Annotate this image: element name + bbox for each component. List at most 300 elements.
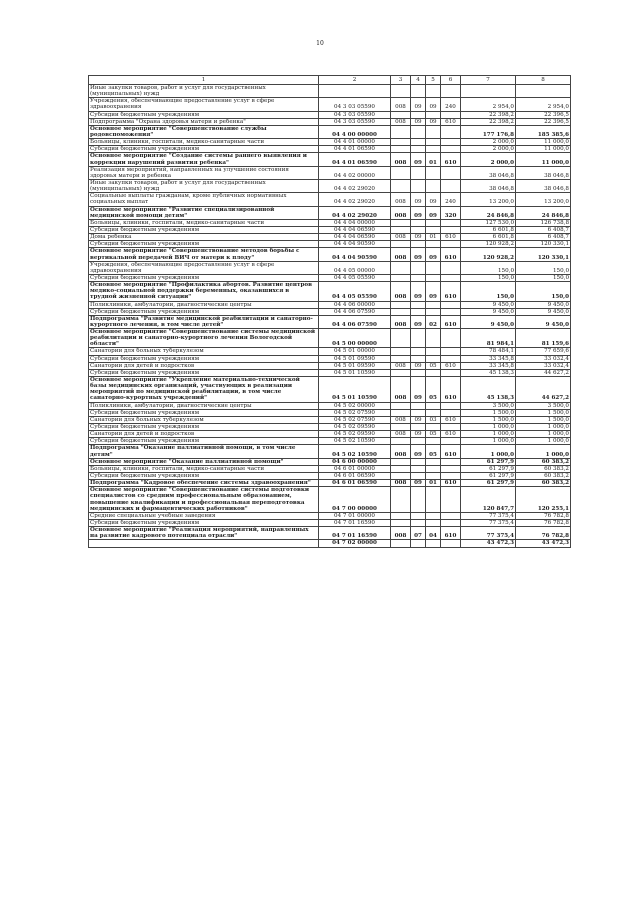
section-code	[411, 219, 426, 226]
group-code	[391, 308, 411, 315]
row-name: Санатории для детей и подростков	[89, 431, 319, 438]
expense-type-code	[441, 308, 461, 315]
row-name: Основное мероприятие "Создание системы раннего выявления и коррекции нарушений развития ребенка"	[89, 153, 319, 166]
row-name: Субсидии бюджетным учреждениям	[89, 438, 319, 445]
subsection-code	[426, 125, 441, 138]
target-code: 04 4 04 90590	[319, 241, 391, 248]
section-code: 09	[411, 431, 426, 438]
section-code	[411, 241, 426, 248]
subsection-code	[426, 487, 441, 513]
amount-year-2: 1 000,0	[516, 438, 571, 445]
expense-type-code	[441, 166, 461, 179]
target-code: 04 4 00 00000	[319, 125, 391, 138]
expense-type-code	[441, 438, 461, 445]
section-code: 09	[411, 416, 426, 423]
section-code: 09	[411, 315, 426, 328]
amount-year-1: 61 297,9	[461, 458, 516, 465]
row-name: Основное мероприятие "Совершенствование службы родовспоможения"	[89, 125, 319, 138]
expense-type-code	[441, 409, 461, 416]
amount-year-2: 150,0	[516, 261, 571, 274]
expense-type-code: 610	[441, 377, 461, 403]
amount-year-2: 60 383,2	[516, 458, 571, 465]
target-code: 04 5 01 09590	[319, 355, 391, 362]
expense-type-code	[441, 520, 461, 527]
table-row	[89, 438, 571, 445]
group-code: 008	[391, 480, 411, 487]
section-code: 09	[411, 118, 426, 125]
amount-year-1: 22 398,2	[461, 111, 516, 118]
budget-table-wrapper	[88, 75, 570, 548]
target-code: 04 4 06 07590	[319, 315, 391, 328]
row-name: Основное мероприятие "Оказание паллиативной помощи"	[89, 458, 319, 465]
target-code: 04 5 00 00000	[319, 329, 391, 348]
target-code: 04 7 01 16590	[319, 520, 391, 527]
section-code	[411, 166, 426, 179]
subsection-code	[426, 329, 441, 348]
row-name: Субсидии бюджетным учреждениям	[89, 409, 319, 416]
table-row	[89, 465, 571, 472]
amount-year-2: 1 000,0	[516, 445, 571, 458]
subsection-code	[426, 139, 441, 146]
expense-type-code	[441, 424, 461, 431]
section-code	[411, 424, 426, 431]
table-row	[89, 487, 571, 513]
row-name: Больницы, клиники, госпитали, медико-санитарные части	[89, 465, 319, 472]
subsection-code: 02	[426, 315, 441, 328]
group-code: 008	[391, 234, 411, 241]
group-code	[391, 487, 411, 513]
amount-year-2: 33 032,4	[516, 362, 571, 369]
expense-type-code: 610	[441, 282, 461, 301]
header-cell: 2	[319, 76, 391, 85]
expense-type-code: 240	[441, 98, 461, 111]
table-row	[89, 458, 571, 465]
subsection-code: 03	[426, 416, 441, 423]
target-code: 04 4 05 00000	[319, 261, 391, 274]
row-name: Субсидии бюджетным учреждениям	[89, 111, 319, 118]
table-row	[89, 409, 571, 416]
target-code: 04 4 01 06590	[319, 146, 391, 153]
amount-year-1: 120 928,2	[461, 248, 516, 261]
expense-type-code: 610	[441, 480, 461, 487]
row-name: Санатории для больных туберкулезом	[89, 416, 319, 423]
group-code: 008	[391, 416, 411, 423]
section-code	[411, 348, 426, 355]
amount-year-2: 38 046,8	[516, 179, 571, 192]
group-code	[391, 348, 411, 355]
amount-year-2: 6 408,7	[516, 226, 571, 233]
group-code	[391, 329, 411, 348]
table-row	[89, 226, 571, 233]
budget-table	[88, 75, 571, 548]
subsection-code: 09	[426, 282, 441, 301]
group-code	[391, 458, 411, 465]
amount-year-2: 81 159,6	[516, 329, 571, 348]
expense-type-code: 610	[441, 416, 461, 423]
row-name: Субсидии бюджетным учреждениям	[89, 520, 319, 527]
target-code: 04 4 02 29020	[319, 193, 391, 206]
section-code	[411, 261, 426, 274]
table-row	[89, 248, 571, 261]
group-code: 008	[391, 98, 411, 111]
expense-type-code	[441, 219, 461, 226]
subsection-code	[426, 473, 441, 480]
amount-year-1: 24 846,8	[461, 206, 516, 219]
header-cell: 7	[461, 76, 516, 85]
group-code	[391, 355, 411, 362]
header-cell: 6	[441, 76, 461, 85]
target-code: 04 4 04 06590	[319, 234, 391, 241]
section-code	[411, 146, 426, 153]
target-code: 04 5 02 10590	[319, 445, 391, 458]
table-row	[89, 377, 571, 403]
row-name: Больницы, клиники, госпитали, медико-санитарные части	[89, 219, 319, 226]
amount-year-1: 1 500,0	[461, 416, 516, 423]
expense-type-code	[441, 226, 461, 233]
table-row	[89, 139, 571, 146]
table-row	[89, 241, 571, 248]
subsection-code: 09	[426, 118, 441, 125]
group-code: 008	[391, 206, 411, 219]
table-row	[89, 520, 571, 527]
row-name: Иные закупки товаров, работ и услуг для государственных (муниципальных) нужд	[89, 85, 319, 98]
section-code	[411, 402, 426, 409]
expense-type-code	[441, 241, 461, 248]
amount-year-2: 1 000,0	[516, 431, 571, 438]
amount-year-2: 185 385,6	[516, 125, 571, 138]
expense-type-code	[441, 473, 461, 480]
amount-year-1: 150,0	[461, 282, 516, 301]
amount-year-1: 43 472,3	[461, 540, 516, 547]
amount-year-1: 1 500,0	[461, 409, 516, 416]
group-code	[391, 85, 411, 98]
subsection-code	[426, 512, 441, 519]
expense-type-code: 610	[441, 315, 461, 328]
header-cell: 3	[391, 76, 411, 85]
row-name: Субсидии бюджетным учреждениям	[89, 226, 319, 233]
amount-year-2: 2 954,0	[516, 98, 571, 111]
amount-year-2: 76 782,8	[516, 520, 571, 527]
page-number: 10	[316, 40, 324, 47]
amount-year-2: 11 000,0	[516, 146, 571, 153]
group-code	[391, 402, 411, 409]
expense-type-code: 610	[441, 527, 461, 540]
amount-year-2: 1 500,0	[516, 409, 571, 416]
target-code: 04 7 00 00000	[319, 487, 391, 513]
row-name	[89, 540, 319, 547]
target-code: 04 4 05 05590	[319, 274, 391, 281]
expense-type-code: 320	[441, 206, 461, 219]
amount-year-1: 150,0	[461, 261, 516, 274]
group-code: 008	[391, 527, 411, 540]
table-row	[89, 527, 571, 540]
target-code: 04 5 01 00000	[319, 348, 391, 355]
table-row	[89, 193, 571, 206]
target-code: 04 5 02 07590	[319, 416, 391, 423]
subsection-code: 09	[426, 248, 441, 261]
amount-year-1: 38 046,8	[461, 166, 516, 179]
target-code: 04 4 02 00000	[319, 166, 391, 179]
group-code	[391, 369, 411, 376]
row-name: Больницы, клиники, госпитали, медико-санитарные части	[89, 139, 319, 146]
target-code: 04 4 06 00000	[319, 301, 391, 308]
expense-type-code	[441, 146, 461, 153]
subsection-code: 01	[426, 153, 441, 166]
section-code	[411, 487, 426, 513]
amount-year-2: 120 330,1	[516, 241, 571, 248]
group-code	[391, 274, 411, 281]
row-name: Подпрограмма "Охрана здоровья матери и ребенка"	[89, 118, 319, 125]
amount-year-1: 9 450,0	[461, 308, 516, 315]
expense-type-code	[441, 329, 461, 348]
amount-year-2: 60 383,2	[516, 473, 571, 480]
target-code: 04 4 04 90590	[319, 248, 391, 261]
table-row	[89, 424, 571, 431]
group-code	[391, 241, 411, 248]
amount-year-1: 78 484,1	[461, 348, 516, 355]
expense-type-code: 610	[441, 118, 461, 125]
expense-type-code	[441, 85, 461, 98]
amount-year-1: 38 046,8	[461, 179, 516, 192]
table-row	[89, 282, 571, 301]
table-row	[89, 512, 571, 519]
amount-year-1: 127 530,0	[461, 219, 516, 226]
amount-year-2: 22 396,5	[516, 111, 571, 118]
subsection-code: 05	[426, 445, 441, 458]
group-code	[391, 166, 411, 179]
row-name: Основное мероприятие "Развитие специализированной медицинской помощи детям"	[89, 206, 319, 219]
subsection-code: 01	[426, 234, 441, 241]
table-row	[89, 206, 571, 219]
section-code	[411, 473, 426, 480]
section-code	[411, 520, 426, 527]
subsection-code: 09	[426, 98, 441, 111]
expense-type-code	[441, 402, 461, 409]
row-name: Субсидии бюджетным учреждениям	[89, 308, 319, 315]
amount-year-1: 33 345,8	[461, 362, 516, 369]
row-name: Субсидии бюджетным учреждениям	[89, 473, 319, 480]
table-row	[89, 146, 571, 153]
section-code	[411, 111, 426, 118]
target-code	[319, 85, 391, 98]
table-row	[89, 125, 571, 138]
subsection-code	[426, 241, 441, 248]
amount-year-2: 44 627,2	[516, 377, 571, 403]
amount-year-2: 76 782,8	[516, 527, 571, 540]
amount-year-1: 1 000,0	[461, 438, 516, 445]
group-code	[391, 125, 411, 138]
target-code: 04 5 01 09590	[319, 362, 391, 369]
amount-year-2: 60 383,2	[516, 480, 571, 487]
amount-year-2: 120 255,1	[516, 487, 571, 513]
amount-year-1: 120 928,2	[461, 241, 516, 248]
row-name: Субсидии бюджетным учреждениям	[89, 424, 319, 431]
section-code	[411, 540, 426, 547]
row-name: Основное мероприятие "Профилактика абортов. Развитие центров медико-социальной поддержки беременных, оказавшихся в трудной жизненной ситуации"	[89, 282, 319, 301]
target-code: 04 6 01 06590	[319, 473, 391, 480]
section-code: 09	[411, 193, 426, 206]
row-name: Подпрограмма "Развитие медицинской реабилитации и санаторно-курортного лечения, в том числе детей"	[89, 315, 319, 328]
row-name: Социальные выплаты гражданам, кроме публичных нормативных социальных выплат	[89, 193, 319, 206]
subsection-code	[426, 540, 441, 547]
expense-type-code: 240	[441, 193, 461, 206]
subsection-code	[426, 369, 441, 376]
subsection-code	[426, 424, 441, 431]
table-header-row	[89, 76, 571, 85]
target-code: 04 4 01 00000	[319, 139, 391, 146]
target-code: 04 6 01 06590	[319, 480, 391, 487]
amount-year-1: 9 450,0	[461, 315, 516, 328]
table-row	[89, 540, 571, 547]
amount-year-1	[461, 85, 516, 98]
table-row	[89, 445, 571, 458]
group-code: 008	[391, 315, 411, 328]
target-code: 04 5 02 00000	[319, 402, 391, 409]
group-code: 008	[391, 118, 411, 125]
group-code	[391, 438, 411, 445]
group-code	[391, 111, 411, 118]
table-row	[89, 355, 571, 362]
amount-year-1: 9 450,0	[461, 301, 516, 308]
amount-year-1: 13 200,0	[461, 193, 516, 206]
amount-year-1: 77 375,4	[461, 527, 516, 540]
table-row	[89, 219, 571, 226]
target-code: 04 4 02 29020	[319, 206, 391, 219]
group-code: 008	[391, 248, 411, 261]
group-code	[391, 261, 411, 274]
amount-year-2: 77 659,6	[516, 348, 571, 355]
table-row	[89, 153, 571, 166]
amount-year-2: 22 396,5	[516, 118, 571, 125]
group-code	[391, 409, 411, 416]
subsection-code: 05	[426, 377, 441, 403]
expense-type-code: 610	[441, 153, 461, 166]
amount-year-2: 24 846,8	[516, 206, 571, 219]
subsection-code: 09	[426, 206, 441, 219]
amount-year-1: 6 601,8	[461, 234, 516, 241]
subsection-code	[426, 520, 441, 527]
subsection-code	[426, 308, 441, 315]
table-row	[89, 234, 571, 241]
section-code	[411, 512, 426, 519]
expense-type-code: 610	[441, 431, 461, 438]
subsection-code	[426, 85, 441, 98]
table-row	[89, 98, 571, 111]
row-name: Основное мероприятие "Совершенствование системы медицинской реабилитации и санаторно-курортного лечения Вологодской области"	[89, 329, 319, 348]
section-code: 09	[411, 98, 426, 111]
target-code: 04 5 01 10590	[319, 377, 391, 403]
expense-type-code: 610	[441, 248, 461, 261]
subsection-code	[426, 465, 441, 472]
amount-year-1: 2 000,0	[461, 139, 516, 146]
section-code: 09	[411, 445, 426, 458]
section-code	[411, 125, 426, 138]
expense-type-code	[441, 301, 461, 308]
amount-year-2: 13 200,0	[516, 193, 571, 206]
subsection-code	[426, 226, 441, 233]
table-row	[89, 85, 571, 98]
amount-year-2: 9 450,0	[516, 301, 571, 308]
expense-type-code	[441, 458, 461, 465]
row-name: Средние специальные учебные заведения	[89, 512, 319, 519]
amount-year-2: 150,0	[516, 274, 571, 281]
amount-year-2: 11 000,0	[516, 153, 571, 166]
amount-year-1: 150,0	[461, 274, 516, 281]
amount-year-2: 11 000,0	[516, 139, 571, 146]
group-code: 008	[391, 282, 411, 301]
table-row	[89, 315, 571, 328]
section-code	[411, 438, 426, 445]
group-code: 008	[391, 377, 411, 403]
header-cell: 5	[426, 76, 441, 85]
amount-year-1: 2 954,0	[461, 98, 516, 111]
section-code: 09	[411, 377, 426, 403]
section-code	[411, 274, 426, 281]
amount-year-1: 22 398,2	[461, 118, 516, 125]
expense-type-code	[441, 179, 461, 192]
section-code: 09	[411, 234, 426, 241]
amount-year-2: 33 032,4	[516, 355, 571, 362]
table-row	[89, 166, 571, 179]
section-code	[411, 329, 426, 348]
section-code	[411, 301, 426, 308]
row-name: Основное мероприятие "Совершенствование методов борьбы с вертикальной передачей ВИЧ от матери к плоду"	[89, 248, 319, 261]
group-code	[391, 139, 411, 146]
group-code	[391, 473, 411, 480]
amount-year-1: 3 500,0	[461, 402, 516, 409]
target-code: 04 4 05 05590	[319, 282, 391, 301]
subsection-code: 05	[426, 362, 441, 369]
row-name: Основное мероприятие "Совершенствование системы подготовки специалистов со средним профессиональным образованием, повышение квалификации и профессиональная переподготовка медицинских и фармацевтических работников"	[89, 487, 319, 513]
table-row	[89, 301, 571, 308]
table-row	[89, 416, 571, 423]
amount-year-1: 45 138,3	[461, 369, 516, 376]
target-code: 04 6 01 00000	[319, 465, 391, 472]
table-row	[89, 348, 571, 355]
group-code	[391, 179, 411, 192]
target-code: 04 5 02 07590	[319, 409, 391, 416]
section-code: 09	[411, 282, 426, 301]
amount-year-2: 9 450,0	[516, 308, 571, 315]
expense-type-code	[441, 540, 461, 547]
row-name: Реализация мероприятий, направленных на улучшение состояния здоровья матери и ребенка	[89, 166, 319, 179]
subsection-code	[426, 274, 441, 281]
expense-type-code: 610	[441, 362, 461, 369]
expense-type-code	[441, 125, 461, 138]
amount-year-1: 2 000,0	[461, 146, 516, 153]
amount-year-1: 1 000,0	[461, 424, 516, 431]
row-name: Дома ребенка	[89, 234, 319, 241]
table-row	[89, 480, 571, 487]
group-code: 008	[391, 362, 411, 369]
amount-year-2: 3 500,0	[516, 402, 571, 409]
expense-type-code	[441, 139, 461, 146]
amount-year-2: 150,0	[516, 282, 571, 301]
section-code	[411, 409, 426, 416]
amount-year-1: 61 297,9	[461, 465, 516, 472]
subsection-code	[426, 219, 441, 226]
row-name: Подпрограмма "Оказание паллиативной помощи, в том числе детям"	[89, 445, 319, 458]
amount-year-2: 44 627,2	[516, 369, 571, 376]
target-code: 04 4 06 07590	[319, 308, 391, 315]
expense-type-code: 610	[441, 445, 461, 458]
target-code: 04 6 00 00000	[319, 458, 391, 465]
subsection-code: 04	[426, 527, 441, 540]
amount-year-2: 126 738,8	[516, 219, 571, 226]
table-row	[89, 362, 571, 369]
subsection-code	[426, 355, 441, 362]
amount-year-1: 61 297,9	[461, 473, 516, 480]
